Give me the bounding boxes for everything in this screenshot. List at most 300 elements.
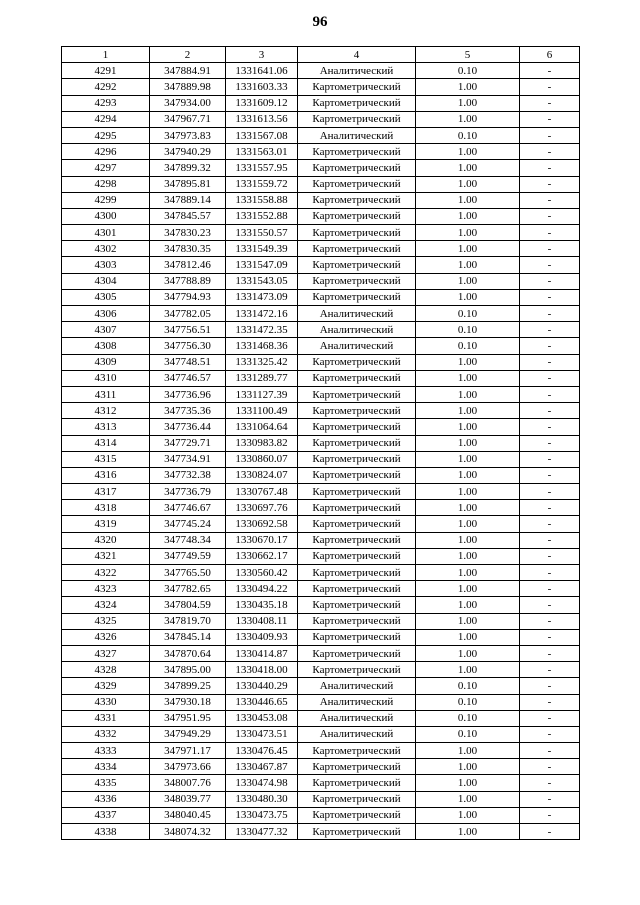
table-cell: - <box>520 63 580 79</box>
table-cell: 1.00 <box>416 629 520 645</box>
table-row <box>62 95 580 111</box>
table-cell: 1.00 <box>416 289 520 305</box>
table-cell: Картометрический <box>298 645 416 661</box>
table-row <box>62 306 580 322</box>
header-row <box>62 47 580 63</box>
table-cell: Картометрический <box>298 386 416 402</box>
table-cell: 347973.66 <box>150 759 226 775</box>
table-cell: 1.00 <box>416 824 520 840</box>
table-cell: 4312 <box>62 403 150 419</box>
table-cell: - <box>520 710 580 726</box>
table-cell: - <box>520 500 580 516</box>
table-cell: 4294 <box>62 111 150 127</box>
table-cell: 1.00 <box>416 95 520 111</box>
table-cell: 1330467.87 <box>226 759 298 775</box>
table-cell: - <box>520 451 580 467</box>
table-cell: 4337 <box>62 807 150 823</box>
table-row <box>62 824 580 840</box>
table-cell: - <box>520 354 580 370</box>
table-cell: 347830.23 <box>150 225 226 241</box>
table-cell: Картометрический <box>298 613 416 629</box>
table-row <box>62 241 580 257</box>
table-cell: 1.00 <box>416 467 520 483</box>
table-cell: Картометрический <box>298 467 416 483</box>
table-cell: 4335 <box>62 775 150 791</box>
table-cell: 347735.36 <box>150 403 226 419</box>
table-cell: 1.00 <box>416 370 520 386</box>
table-cell: 4296 <box>62 144 150 160</box>
table-cell: 1331603.33 <box>226 79 298 95</box>
table-cell: 347934.00 <box>150 95 226 111</box>
table-cell: 1.00 <box>416 79 520 95</box>
table-cell: 348074.32 <box>150 824 226 840</box>
table-cell: 0.10 <box>416 678 520 694</box>
table-cell: 1331552.88 <box>226 208 298 224</box>
table-cell: 347794.93 <box>150 289 226 305</box>
table-cell: 1330476.45 <box>226 743 298 759</box>
table-cell: 347729.71 <box>150 435 226 451</box>
table-row <box>62 662 580 678</box>
table-cell: - <box>520 111 580 127</box>
table-cell: 347940.29 <box>150 144 226 160</box>
table-cell: 1.00 <box>416 775 520 791</box>
table-row <box>62 273 580 289</box>
table-row <box>62 532 580 548</box>
table-row <box>62 548 580 564</box>
table-cell: 348039.77 <box>150 791 226 807</box>
table-cell: 4334 <box>62 759 150 775</box>
table-cell: 347765.50 <box>150 565 226 581</box>
table-cell: - <box>520 435 580 451</box>
table-cell: Картометрический <box>298 370 416 386</box>
table-cell: 1.00 <box>416 241 520 257</box>
table-cell: Аналитический <box>298 338 416 354</box>
table-cell: - <box>520 208 580 224</box>
table-cell: 347736.44 <box>150 419 226 435</box>
table-cell: 1331641.06 <box>226 63 298 79</box>
table-row <box>62 694 580 710</box>
table-cell: 1330767.48 <box>226 484 298 500</box>
table-cell: 4326 <box>62 629 150 645</box>
column-header: 3 <box>226 47 298 63</box>
table-cell: 347899.25 <box>150 678 226 694</box>
table-cell: 1.00 <box>416 645 520 661</box>
table-cell: 347736.79 <box>150 484 226 500</box>
table-cell: 1.00 <box>416 160 520 176</box>
table-row <box>62 322 580 338</box>
table-row <box>62 289 580 305</box>
table-cell: Картометрический <box>298 500 416 516</box>
table-cell: 4323 <box>62 581 150 597</box>
table-cell: 4306 <box>62 306 150 322</box>
table-cell: Картометрический <box>298 257 416 273</box>
table-cell: 347830.35 <box>150 241 226 257</box>
table-cell: 1330560.42 <box>226 565 298 581</box>
table-cell: 347782.05 <box>150 306 226 322</box>
table-cell: 347951.95 <box>150 710 226 726</box>
table-cell: 1331127.39 <box>226 386 298 402</box>
table-cell: 347949.29 <box>150 726 226 742</box>
table-cell: - <box>520 694 580 710</box>
table-cell: 1330477.32 <box>226 824 298 840</box>
table-cell: 0.10 <box>416 710 520 726</box>
table-row <box>62 807 580 823</box>
table-cell: 4320 <box>62 532 150 548</box>
table-cell: Аналитический <box>298 63 416 79</box>
table-cell: Картометрический <box>298 743 416 759</box>
table-cell: 1331563.01 <box>226 144 298 160</box>
table-cell: 1331550.57 <box>226 225 298 241</box>
table-cell: 1331567.08 <box>226 127 298 143</box>
table-cell: Картометрический <box>298 791 416 807</box>
table-cell: 4316 <box>62 467 150 483</box>
table-cell: 1.00 <box>416 451 520 467</box>
table-cell: 1.00 <box>416 225 520 241</box>
table-cell: - <box>520 597 580 613</box>
table-cell: 347732.38 <box>150 467 226 483</box>
table-cell: 4324 <box>62 597 150 613</box>
table-cell: - <box>520 176 580 192</box>
table-cell: 1.00 <box>416 484 520 500</box>
table-cell: 1330494.22 <box>226 581 298 597</box>
table-cell: Аналитический <box>298 726 416 742</box>
table-cell: 4311 <box>62 386 150 402</box>
table-cell: 347748.51 <box>150 354 226 370</box>
table-cell: 1330692.58 <box>226 516 298 532</box>
table-cell: Аналитический <box>298 678 416 694</box>
table-cell: 1330480.30 <box>226 791 298 807</box>
table-cell: 347889.14 <box>150 192 226 208</box>
table-cell: 0.10 <box>416 338 520 354</box>
table-cell: Картометрический <box>298 241 416 257</box>
table-cell: - <box>520 160 580 176</box>
table-cell: 1330440.29 <box>226 678 298 694</box>
table-cell: 348040.45 <box>150 807 226 823</box>
table-cell: - <box>520 743 580 759</box>
table-cell: Картометрический <box>298 160 416 176</box>
table-cell: 1330435.18 <box>226 597 298 613</box>
table-row <box>62 791 580 807</box>
column-header: 1 <box>62 47 150 63</box>
table-cell: - <box>520 95 580 111</box>
table-cell: 347884.91 <box>150 63 226 79</box>
table-cell: - <box>520 192 580 208</box>
table-cell: 1330408.11 <box>226 613 298 629</box>
table-cell: 1330474.98 <box>226 775 298 791</box>
table-cell: 4314 <box>62 435 150 451</box>
table-cell: - <box>520 79 580 95</box>
table-cell: 1.00 <box>416 548 520 564</box>
table-cell: 347971.17 <box>150 743 226 759</box>
table-cell: 1330446.65 <box>226 694 298 710</box>
table-cell: 347782.65 <box>150 581 226 597</box>
table-row <box>62 565 580 581</box>
table-cell: Картометрический <box>298 516 416 532</box>
table-cell: - <box>520 225 580 241</box>
table-cell: - <box>520 419 580 435</box>
table-row <box>62 127 580 143</box>
table-row <box>62 370 580 386</box>
table-row <box>62 257 580 273</box>
table-row <box>62 208 580 224</box>
table-cell: 4338 <box>62 824 150 840</box>
table-cell: 0.10 <box>416 306 520 322</box>
table-row <box>62 726 580 742</box>
table-cell: 347845.14 <box>150 629 226 645</box>
table-cell: 347734.91 <box>150 451 226 467</box>
table-cell: 0.10 <box>416 63 520 79</box>
table-row <box>62 775 580 791</box>
table-cell: 348007.76 <box>150 775 226 791</box>
table-cell: - <box>520 257 580 273</box>
table-row <box>62 160 580 176</box>
table-cell: 347845.57 <box>150 208 226 224</box>
table-row <box>62 597 580 613</box>
column-header: 6 <box>520 47 580 63</box>
table-cell: 1331473.09 <box>226 289 298 305</box>
table-cell: 4310 <box>62 370 150 386</box>
table-cell: - <box>520 824 580 840</box>
table-cell: 1330414.87 <box>226 645 298 661</box>
table-cell: 1.00 <box>416 500 520 516</box>
table-cell: Картометрический <box>298 111 416 127</box>
table-cell: Картометрический <box>298 759 416 775</box>
table-row <box>62 63 580 79</box>
table-cell: 347899.32 <box>150 160 226 176</box>
table-row <box>62 79 580 95</box>
table-cell: 1.00 <box>416 565 520 581</box>
table-cell: Картометрический <box>298 403 416 419</box>
table-cell: 1.00 <box>416 791 520 807</box>
table-cell: 1331468.36 <box>226 338 298 354</box>
table-cell: - <box>520 613 580 629</box>
table-cell: 1331472.35 <box>226 322 298 338</box>
table-row <box>62 710 580 726</box>
table-cell: - <box>520 386 580 402</box>
table-cell: 1330983.82 <box>226 435 298 451</box>
table-cell: Картометрический <box>298 95 416 111</box>
table-cell: 1331547.09 <box>226 257 298 273</box>
table-cell: 0.10 <box>416 322 520 338</box>
table-cell: 1.00 <box>416 807 520 823</box>
table-cell: Картометрический <box>298 581 416 597</box>
page-number: 96 <box>312 14 328 30</box>
table-cell: Картометрический <box>298 824 416 840</box>
table-cell: - <box>520 791 580 807</box>
table-cell: 1331064.64 <box>226 419 298 435</box>
table-row <box>62 678 580 694</box>
table-row <box>62 419 580 435</box>
table-cell: 1331325.42 <box>226 354 298 370</box>
table-cell: 1.00 <box>416 403 520 419</box>
table-cell: Картометрический <box>298 662 416 678</box>
table-cell: 1331558.88 <box>226 192 298 208</box>
table-cell: 1331472.16 <box>226 306 298 322</box>
table-cell: Картометрический <box>298 435 416 451</box>
table-cell: - <box>520 645 580 661</box>
table-cell: 4315 <box>62 451 150 467</box>
table-cell: 347804.59 <box>150 597 226 613</box>
table-cell: 1.00 <box>416 257 520 273</box>
table-cell: 1.00 <box>416 662 520 678</box>
table-cell: 1331613.56 <box>226 111 298 127</box>
table-cell: 1330662.17 <box>226 548 298 564</box>
table-cell: 4318 <box>62 500 150 516</box>
table-cell: 347748.34 <box>150 532 226 548</box>
table-cell: 1.00 <box>416 354 520 370</box>
table-cell: Картометрический <box>298 419 416 435</box>
table-cell: 1331543.05 <box>226 273 298 289</box>
table-cell: Картометрический <box>298 532 416 548</box>
table-cell: Аналитический <box>298 306 416 322</box>
table-cell: Картометрический <box>298 597 416 613</box>
table-cell: 0.10 <box>416 726 520 742</box>
table-cell: 1.00 <box>416 176 520 192</box>
table-cell: 1330418.00 <box>226 662 298 678</box>
table-row <box>62 629 580 645</box>
table-row <box>62 338 580 354</box>
table-cell: 1.00 <box>416 273 520 289</box>
table-cell: Картометрический <box>298 144 416 160</box>
table-cell: - <box>520 144 580 160</box>
table-cell: - <box>520 403 580 419</box>
table-cell: 1330860.07 <box>226 451 298 467</box>
table-row <box>62 225 580 241</box>
table-cell: 1.00 <box>416 759 520 775</box>
table-cell: 4295 <box>62 127 150 143</box>
table-cell: Картометрический <box>298 289 416 305</box>
table-cell: 4307 <box>62 322 150 338</box>
table-cell: 347756.30 <box>150 338 226 354</box>
table-cell: 1.00 <box>416 386 520 402</box>
table-row <box>62 516 580 532</box>
table-cell: 4302 <box>62 241 150 257</box>
table-cell: Картометрический <box>298 176 416 192</box>
table-row <box>62 645 580 661</box>
table-cell: 1331100.49 <box>226 403 298 419</box>
table-cell: - <box>520 532 580 548</box>
table-cell: 347870.64 <box>150 645 226 661</box>
table-cell: 347930.18 <box>150 694 226 710</box>
table-cell: 1.00 <box>416 208 520 224</box>
table-cell: Картометрический <box>298 354 416 370</box>
table-cell: - <box>520 467 580 483</box>
column-header: 5 <box>416 47 520 63</box>
table-row <box>62 176 580 192</box>
table-cell: - <box>520 726 580 742</box>
table-row <box>62 386 580 402</box>
table-cell: Картометрический <box>298 807 416 823</box>
table-cell: 4329 <box>62 678 150 694</box>
table-row <box>62 111 580 127</box>
table-cell: 1.00 <box>416 192 520 208</box>
table-cell: 347967.71 <box>150 111 226 127</box>
table-cell: Картометрический <box>298 208 416 224</box>
table-cell: 4327 <box>62 645 150 661</box>
table-cell: Картометрический <box>298 79 416 95</box>
table-row <box>62 467 580 483</box>
table-cell: 347973.83 <box>150 127 226 143</box>
table-cell: 1330453.08 <box>226 710 298 726</box>
table-cell: 4308 <box>62 338 150 354</box>
table-body <box>62 63 580 840</box>
table-cell: Картометрический <box>298 225 416 241</box>
table-cell: - <box>520 775 580 791</box>
table-cell: 1.00 <box>416 111 520 127</box>
table-cell: - <box>520 565 580 581</box>
table-cell: - <box>520 678 580 694</box>
table-cell: - <box>520 581 580 597</box>
table-cell: 347895.81 <box>150 176 226 192</box>
table-cell: - <box>520 370 580 386</box>
table-cell: 1331549.39 <box>226 241 298 257</box>
table-row <box>62 451 580 467</box>
table-cell: 4303 <box>62 257 150 273</box>
table-cell: - <box>520 273 580 289</box>
table-cell: 347736.96 <box>150 386 226 402</box>
table-cell: 0.10 <box>416 127 520 143</box>
table-cell: Картометрический <box>298 629 416 645</box>
column-header: 2 <box>150 47 226 63</box>
table-cell: 4291 <box>62 63 150 79</box>
table-cell: 347746.67 <box>150 500 226 516</box>
table-cell: 1331289.77 <box>226 370 298 386</box>
table-cell: 4330 <box>62 694 150 710</box>
table-cell: - <box>520 516 580 532</box>
table-cell: 0.10 <box>416 694 520 710</box>
table-cell: - <box>520 759 580 775</box>
table-row <box>62 354 580 370</box>
table-cell: 4317 <box>62 484 150 500</box>
table-cell: 1.00 <box>416 419 520 435</box>
table-cell: 347745.24 <box>150 516 226 532</box>
table-cell: - <box>520 322 580 338</box>
table-cell: - <box>520 306 580 322</box>
table-cell: 4322 <box>62 565 150 581</box>
table-cell: 347746.57 <box>150 370 226 386</box>
table-cell: 4298 <box>62 176 150 192</box>
table-cell: Картометрический <box>298 484 416 500</box>
table-cell: 1330473.51 <box>226 726 298 742</box>
table-cell: 4309 <box>62 354 150 370</box>
table-cell: - <box>520 807 580 823</box>
table-cell: 1330824.07 <box>226 467 298 483</box>
table-cell: 1330697.76 <box>226 500 298 516</box>
table-cell: 4301 <box>62 225 150 241</box>
table-cell: 4328 <box>62 662 150 678</box>
table-cell: 4300 <box>62 208 150 224</box>
table-cell: 4319 <box>62 516 150 532</box>
table-row <box>62 192 580 208</box>
table-row <box>62 759 580 775</box>
table-cell: 347812.46 <box>150 257 226 273</box>
table-cell: 347889.98 <box>150 79 226 95</box>
table-cell: 1.00 <box>416 516 520 532</box>
table-cell: 4333 <box>62 743 150 759</box>
table-cell: 1.00 <box>416 532 520 548</box>
table-cell: Аналитический <box>298 322 416 338</box>
table-row <box>62 581 580 597</box>
table-cell: 347749.59 <box>150 548 226 564</box>
table-cell: 1330670.17 <box>226 532 298 548</box>
table-cell: 1331559.72 <box>226 176 298 192</box>
table-cell: Картометрический <box>298 565 416 581</box>
table-cell: - <box>520 662 580 678</box>
table-cell: 4305 <box>62 289 150 305</box>
table-cell: - <box>520 629 580 645</box>
table-cell: 4297 <box>62 160 150 176</box>
table-cell: Аналитический <box>298 694 416 710</box>
